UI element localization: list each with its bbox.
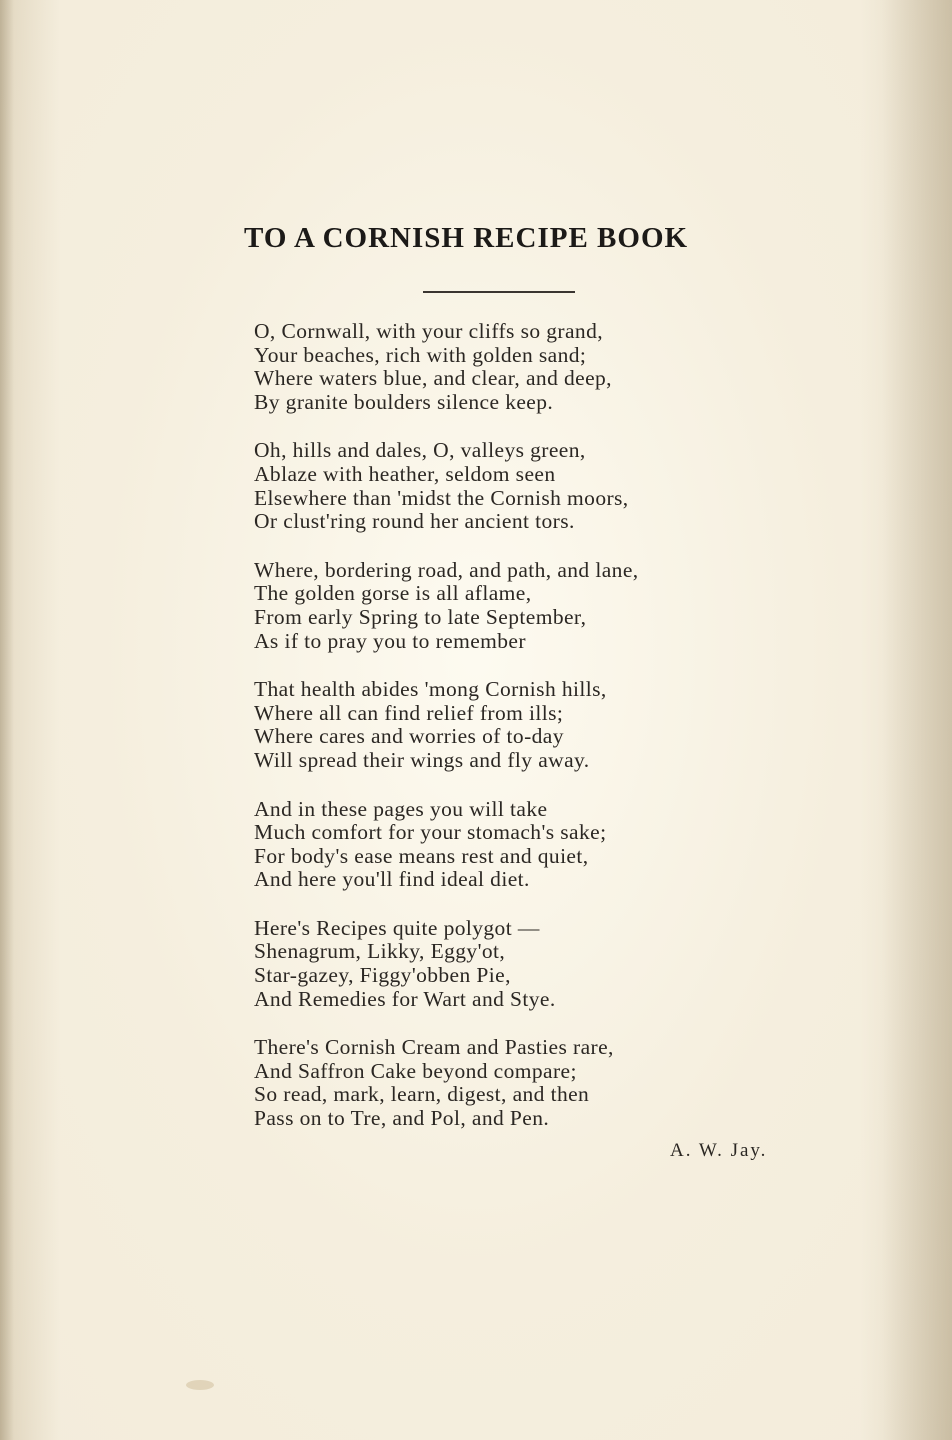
poem-line: And in these pages you will take (254, 796, 548, 821)
poem-line: Or clust'ring round her ancient tors. (254, 509, 575, 534)
poem-line: That health abides 'mong Cornish hills, (254, 677, 607, 702)
poem-line: Where, bordering road, and path, and lane, (254, 557, 639, 582)
poem-title: TO A CORNISH RECIPE BOOK (244, 222, 689, 254)
poem-line: O, Cornwall, with your cliffs so grand, (254, 319, 604, 343)
poem-line: And Saffron Cake beyond compare; (254, 1058, 577, 1083)
poem-line: Where waters blue, and clear, and deep, (254, 366, 612, 391)
poem-line: Will spread their wings and fly away. (254, 747, 590, 772)
poem-line: Oh, hills and dales, O, valleys green, (254, 438, 586, 463)
poem-author: A. W. Jay. (670, 1140, 768, 1161)
poem-line: As if to pray you to remember (254, 628, 526, 653)
stanza-4 (254, 678, 814, 772)
stanza-7 (254, 1036, 814, 1130)
poem-line: Pass on to Tre, and Pol, and Pen. (254, 1106, 550, 1131)
poem-line: And here you'll find ideal diet. (254, 867, 530, 892)
poem-line: Your beaches, rich with golden sand; (254, 342, 587, 367)
page-left-edge-shadow (0, 0, 14, 1440)
poem-line: From early Spring to late September, (254, 604, 587, 629)
stanza-6 (254, 917, 814, 1011)
title-divider (423, 291, 575, 293)
page-fold-shadow (882, 0, 952, 1440)
poem-line: For body's ease means rest and quiet, (254, 843, 589, 868)
poem-line: Star-gazey, Figgy'obben Pie, (254, 963, 511, 988)
poem-line: Ablaze with heather, seldom seen (254, 461, 556, 486)
poem-line: Elsewhere than 'midst the Cornish moors, (254, 485, 629, 510)
poem-line: Where all can find relief from ills; (254, 700, 564, 725)
poem-line: Where cares and worries of to-day (254, 724, 564, 749)
poem-line: Much comfort for your stomach's sake; (254, 820, 607, 845)
poem-line: So read, mark, learn, digest, and then (254, 1082, 590, 1107)
poem-line: Shenagrum, Likky, Eggy'ot, (254, 939, 506, 964)
paper-stain (186, 1380, 214, 1390)
poem-line: By granite boulders silence keep. (254, 389, 554, 414)
stanza-5 (254, 798, 814, 892)
poem-line: And Remedies for Wart and Stye. (254, 986, 556, 1011)
stanza-3 (254, 559, 814, 653)
poem-line: Here's Recipes quite polygot — (254, 915, 540, 940)
poem-line: There's Cornish Cream and Pasties rare, (254, 1035, 614, 1060)
stanza-1 (254, 320, 814, 414)
stanza-2 (254, 439, 814, 533)
poem-line: The golden gorse is all aflame, (254, 581, 532, 606)
poem-body (254, 320, 814, 1156)
